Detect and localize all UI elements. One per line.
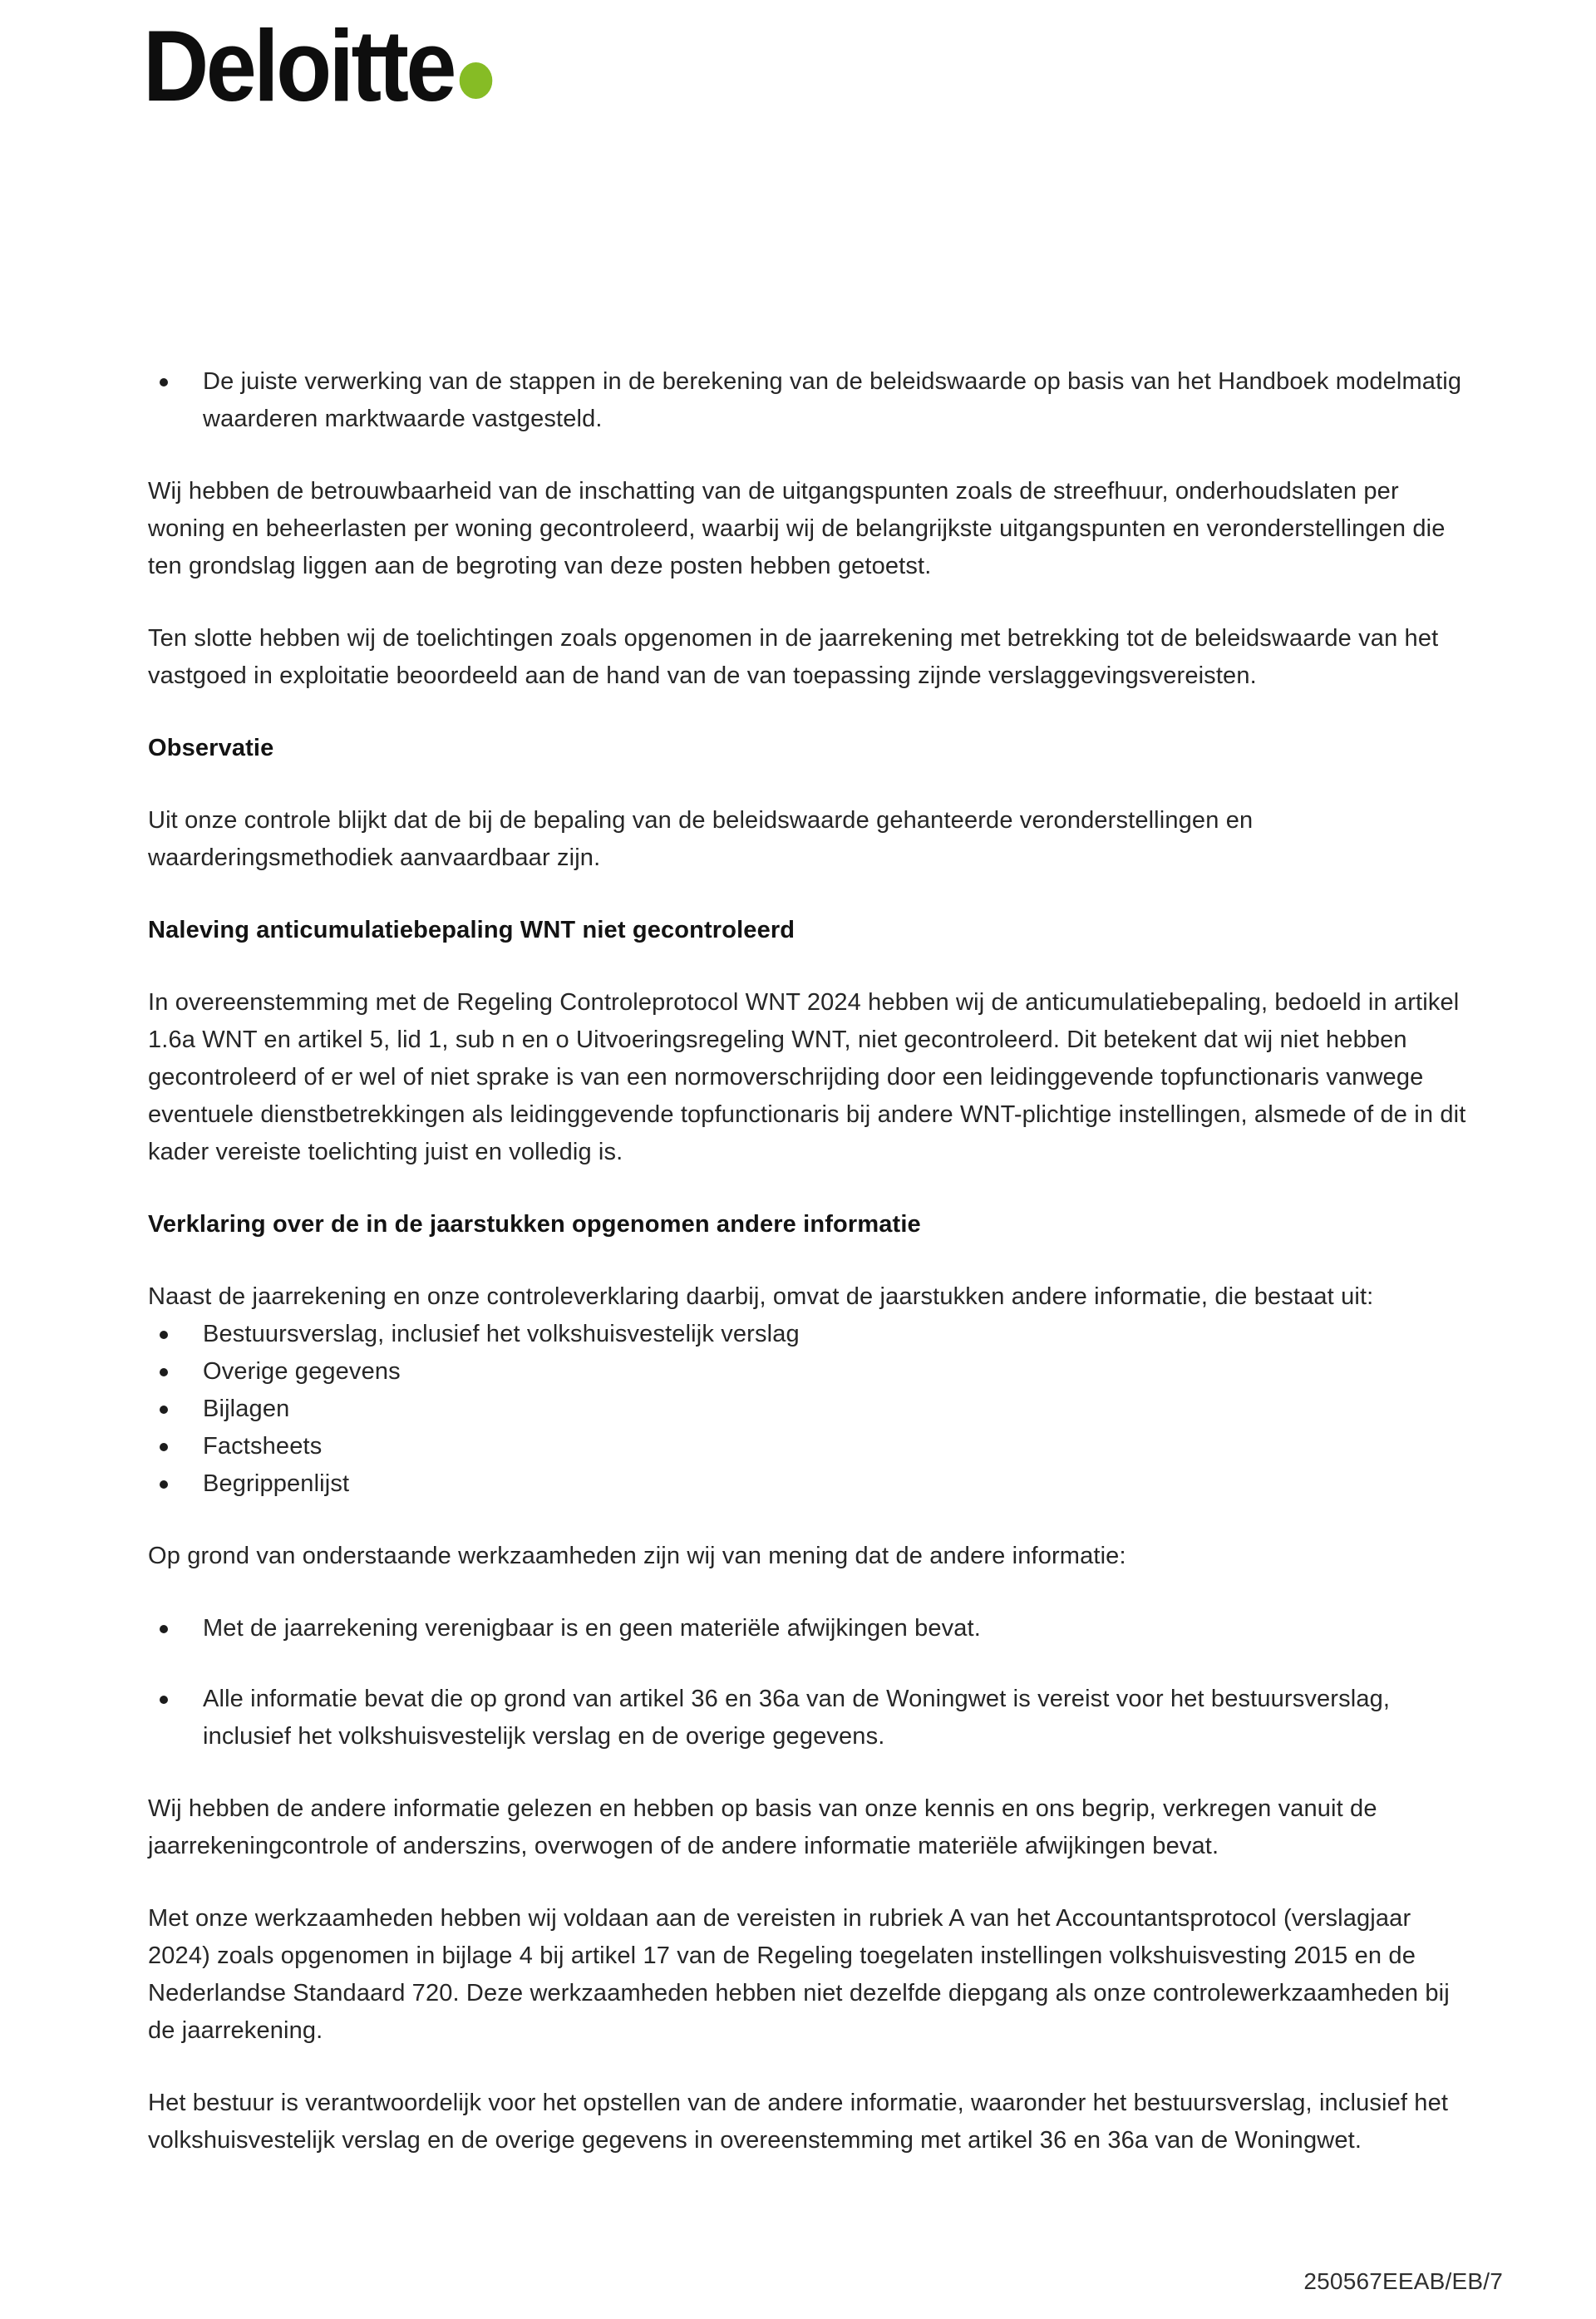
mening-list xyxy=(148,1610,1480,1755)
paragraph-tenslotte: Ten slotte hebben wij de toelichtingen zoals opgenomen in de jaarrekening met betrekking tot de beleidswaarde van het vastgoed in exploitatie beoordeeld aan de hand van de van toepassing zijnde verslaggevingsvereisten. xyxy=(148,625,1439,689)
section-heading-wnt: Naleving anticumulatiebepaling WNT niet gecontroleerd xyxy=(148,917,796,943)
section-heading-observatie: Observatie xyxy=(148,735,274,761)
deloitte-green-dot-icon xyxy=(460,62,493,99)
list-item: De juiste verwerking van de stappen in de berekening van de beleidswaarde op basis van het Handboek modelmatig waarderen marktwaarde vastgesteld. xyxy=(148,363,1480,438)
list-item: Overige gegevens xyxy=(148,1353,1480,1391)
paragraph-gelezen: Wij hebben de andere informatie gelezen en hebben op basis van onze kennis en ons begrip, verkregen vanuit de jaarrekeningcontrole of anderszins, overwogen of de andere informatie materiële afwijkingen bevat. xyxy=(148,1795,1377,1859)
paragraph-opgrond: Op grond van onderstaande werkzaamheden zijn wij van mening dat de andere informatie: xyxy=(148,1543,1126,1569)
paragraph-observatie: Uit onze controle blijkt dat de bij de bepaling van de beleidswaarde gehanteerde veronderstellingen en waarderingsmethodiek aanvaardbaar zijn. xyxy=(148,807,1254,871)
footer-reference: 250567EEAB/EB/7 xyxy=(1303,2268,1503,2294)
section-heading-andere-informatie: Verklaring over de in de jaarstukken opgenomen andere informatie xyxy=(148,1211,921,1238)
intro-bullet-list xyxy=(148,363,1480,438)
deloitte-wordmark: Deloitte xyxy=(143,9,454,122)
deloitte-logo xyxy=(143,9,493,122)
list-item: Begrippenlijst xyxy=(148,1465,1480,1503)
list-item: Alle informatie bevat die op grond van artikel 36 en 36a van de Woningwet is vereist voor het bestuursverslag, inclusief het volkshuisvestelijk verslag en de overige gegevens. xyxy=(148,1681,1480,1755)
list-item: Factsheets xyxy=(148,1428,1480,1465)
list-item: Bestuursverslag, inclusief het volkshuisvestelijk verslag xyxy=(148,1316,1480,1353)
document-body xyxy=(148,363,1480,2194)
paragraph-accountantsprotocol: Met onze werkzaamheden hebben wij voldaan aan de vereisten in rubriek A van het Accountantsprotocol (verslagjaar 2024) zoals opgenomen in bijlage 4 bij artikel 17 van de Regeling toegelaten instellingen volkshuisvesting 2015 en de Nederlandse Standaard 720. Deze werkzaamheden hebben niet dezelfde diepgang als onze controlewerkzaamheden bij de jaarrekening. xyxy=(148,1905,1450,2044)
list-item: Met de jaarrekening verenigbaar is en geen materiële afwijkingen bevat. xyxy=(148,1610,1480,1647)
list-item: Bijlagen xyxy=(148,1391,1480,1428)
paragraph-bestuur: Het bestuur is verantwoordelijk voor het opstellen van de andere informatie, waaronder het bestuursverslag, inclusief het volkshuisvestelijk verslag en de overige gegevens in overeenstemming met artikel 36 en 36a van de Woningwet. xyxy=(148,2090,1449,2154)
paragraph-betrouwbaarheid: Wij hebben de betrouwbaarheid van de inschatting van de uitgangspunten zoals de streefhuur, onderhoudslaten per woning en beheerlasten per woning gecontroleerd, waarbij wij de belangrijkste uitgangspunten en veronderstellingen die ten grondslag liggen aan de begroting van deze posten hebben getoetst. xyxy=(148,478,1446,579)
paragraph-naast: Naast de jaarrekening en onze controleverklaring daarbij, omvat de jaarstukken andere informatie, die bestaat uit: xyxy=(148,1283,1374,1310)
paragraph-wnt: In overeenstemming met de Regeling Controleprotocol WNT 2024 hebben wij de anticumulatiebepaling, bedoeld in artikel 1.6a WNT en artikel 5, lid 1, sub n en o Uitvoeringsregeling WNT, niet gecontroleerd. Dit betekent dat wij niet hebben gecontroleerd of er wel of niet sprake is van een normoverschrijding door een leidinggevende topfunctionaris vanwege eventuele dienstbetrekkingen als leidinggevende topfunctionaris bij andere WNT-plichtige instellingen, alsmede of de in dit kader vereiste toelichting juist en volledig is. xyxy=(148,989,1466,1165)
andere-informatie-list xyxy=(148,1316,1480,1503)
